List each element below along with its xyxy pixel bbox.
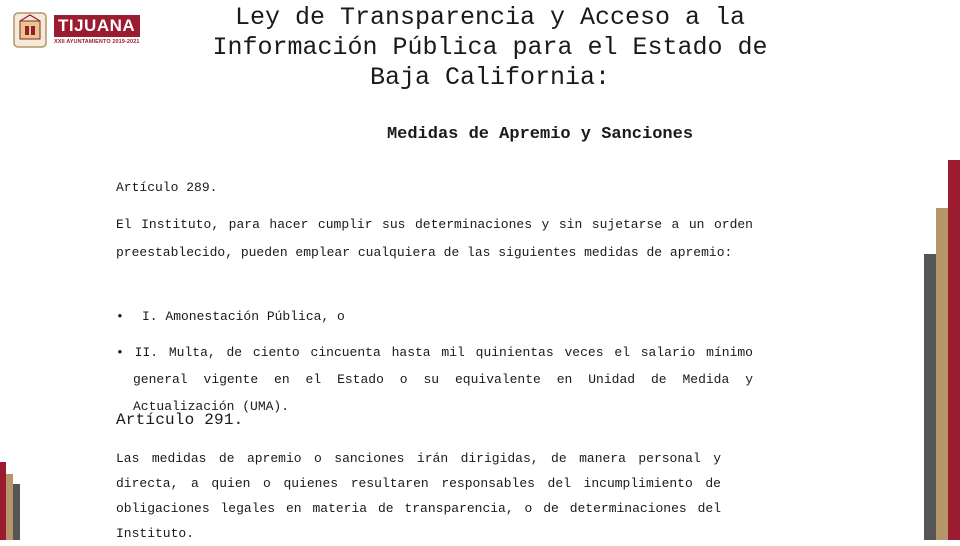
bullet-item-1 <box>116 303 345 330</box>
article-289-heading: Artículo 289. <box>116 180 218 195</box>
decor-bar-tan-right <box>936 208 948 540</box>
decor-bar-maroon-right <box>948 160 960 540</box>
decor-bar-tan-left <box>6 474 13 540</box>
decor-bar-gray-left <box>13 484 20 540</box>
bullet-text-2-content: II. Multa, de ciento cincuenta hasta mil quinientas veces el salario mínimo general vigente en el Estado o su equivalente en Unidad de Medida y Actualización (UMA). <box>133 345 753 414</box>
bullet-icon: • <box>116 345 124 360</box>
section-subtitle: Medidas de Apremio y Sanciones <box>386 125 694 144</box>
bullet-icon: • <box>116 309 124 324</box>
article-291-paragraph: Las medidas de apremio o sanciones irán dirigidas, de manera personal y directa, a quien o quienes resultaren responsables del incumplimiento de obligaciones legales en materia de transparencia, o de determinaciones del Instituto. <box>116 451 721 541</box>
logo-name: TIJUANA <box>54 15 140 37</box>
bullet-text-1: I. Amonestación Pública, o <box>142 309 345 324</box>
municipal-logo <box>12 10 152 50</box>
article-289-paragraph: El Instituto, para hacer cumplir sus determinaciones y sin sujetarse a un orden preestablecido, pueden emplear cualquiera de las siguientes medidas de apremio: <box>116 217 753 260</box>
article-291-heading: Artículo 291. <box>116 411 244 429</box>
page-title: Ley de Transparencia y Acceso a la Información Pública para el Estado de Baja California: <box>212 3 768 92</box>
logo-subtitle: XXII AYUNTAMIENTO 2019-2021 <box>54 39 140 45</box>
decor-bar-gray-right <box>924 254 936 540</box>
seal-icon <box>12 11 48 49</box>
bullet-item-2 <box>116 339 753 420</box>
bullet-text-2 <box>116 339 753 420</box>
